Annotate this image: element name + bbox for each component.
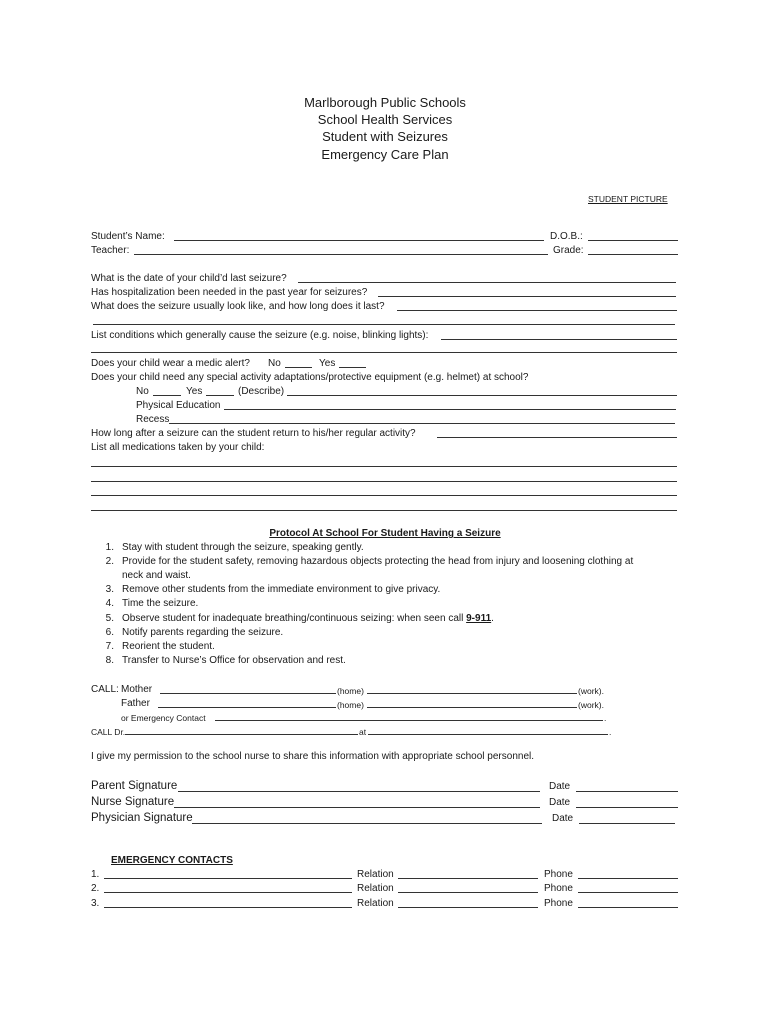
teacher-label: Teacher:: [91, 245, 130, 256]
mother-work-field[interactable]: [367, 693, 577, 694]
look-like-question: What does the seizure usually look like, and how long does it last?: [91, 301, 385, 312]
contact-2-relation-label: Relation: [357, 883, 394, 894]
protocol-step-continued: [92, 569, 191, 583]
protocol-step: [92, 626, 283, 640]
look-like-field-2[interactable]: [93, 324, 675, 325]
contact-2-relation-field[interactable]: [398, 892, 538, 893]
look-like-field[interactable]: [397, 310, 677, 311]
mother-home-field[interactable]: [160, 693, 336, 694]
conditions-field-2[interactable]: [91, 352, 677, 353]
describe-label: (Describe): [238, 386, 285, 397]
adaptations-no-label: No: [136, 386, 149, 397]
step-text: neck and waist.: [122, 570, 191, 581]
physician-signature-label: Physician Signature: [91, 812, 193, 824]
protocol-title: Protocol At School For Student Having a Seizure: [269, 528, 501, 539]
step-number: 7.: [105, 641, 114, 652]
doctor-name-field[interactable]: [125, 734, 358, 735]
protocol-step: [92, 541, 364, 555]
nurse-signature-field[interactable]: [174, 807, 540, 808]
contact-1-relation-field[interactable]: [398, 878, 538, 879]
physical-education-field[interactable]: [224, 409, 676, 410]
father-work-field[interactable]: [367, 707, 577, 708]
step-number: 4.: [105, 598, 114, 609]
father-work-label: (work).: [578, 700, 604, 710]
medic-alert-yes-label: Yes: [319, 358, 336, 369]
contact-2-phone-label: Phone: [544, 883, 573, 894]
parent-date-field[interactable]: [576, 791, 678, 792]
return-activity-question: How long after a seizure can the student return to his/her regular activity?: [91, 428, 416, 439]
describe-field[interactable]: [287, 395, 677, 396]
hospitalization-question: Has hospitalization been needed in the past year for seizures?: [91, 287, 368, 298]
protocol-step: [92, 640, 215, 654]
step-number: 5.: [105, 613, 114, 624]
school-name: Marlborough Public Schools: [304, 95, 466, 110]
contact-row-number: 1.: [91, 869, 100, 880]
doctor-at-label: at: [359, 727, 367, 737]
step-text: Remove other students from the immediate environment to give privacy.: [122, 584, 441, 595]
physician-date-field[interactable]: [579, 823, 675, 824]
adaptations-no-field[interactable]: [153, 395, 181, 396]
last-seizure-field[interactable]: [298, 282, 676, 283]
step-number: 3.: [105, 584, 114, 595]
contact-3-phone-field[interactable]: [578, 907, 678, 908]
step-number: 8.: [105, 655, 114, 666]
department-name: School Health Services: [317, 112, 453, 127]
medic-alert-question: Does your child wear a medic alert?: [91, 358, 250, 369]
teacher-field[interactable]: [134, 254, 548, 255]
emergency-number: 9-911: [466, 613, 492, 624]
physician-signature-field[interactable]: [192, 823, 542, 824]
step-text: Notify parents regarding the seizure.: [122, 627, 284, 638]
contact-3-phone-label: Phone: [544, 898, 573, 909]
adaptations-yes-label: Yes: [186, 386, 203, 397]
step-text: Stay with student through the seizure, speaking gently.: [122, 542, 364, 553]
mother-home-label: (home): [337, 686, 364, 696]
medications-field-4[interactable]: [91, 510, 677, 511]
nurse-date-label: Date: [549, 797, 571, 808]
contact-3-relation-field[interactable]: [398, 907, 538, 908]
medic-alert-no-field[interactable]: [285, 367, 312, 368]
protocol-step: 5. Observe student for inadequate breathing/continuous seizing: when seen call 9-911.: [92, 612, 494, 626]
dob-label: D.O.B.:: [550, 231, 583, 242]
protocol-step: [92, 555, 633, 569]
recess-label: Recess: [136, 414, 170, 425]
protocol-step: [92, 583, 440, 597]
medic-alert-no-label: No: [268, 358, 281, 369]
return-activity-field[interactable]: [437, 437, 677, 438]
contact-2-phone-field[interactable]: [578, 892, 678, 893]
grade-label: Grade:: [553, 245, 584, 256]
dob-field[interactable]: [588, 240, 678, 241]
contact-1-name-field[interactable]: [104, 878, 352, 879]
step-text: Observe student for inadequate breathing/continuous seizing: when seen call: [122, 613, 467, 624]
call-label: CALL:: [91, 684, 119, 695]
protocol-step: [92, 654, 346, 668]
student-picture-label: STUDENT PICTURE: [588, 194, 668, 204]
contact-1-phone-field[interactable]: [578, 878, 678, 879]
adaptations-yes-field[interactable]: [206, 395, 234, 396]
protocol-step: [92, 597, 198, 611]
step-text: Reorient the student.: [122, 641, 215, 652]
step-text: Time the seizure.: [122, 598, 199, 609]
last-seizure-question: What is the date of your child’d last seizure?: [91, 273, 287, 284]
step-text: Provide for the student safety, removing hazardous objects protecting the head from injury and loosening clothing at: [122, 556, 634, 567]
father-home-label: (home): [337, 700, 364, 710]
mother-work-label: (work).: [578, 686, 604, 696]
contact-row-number: 2.: [91, 883, 100, 894]
hospitalization-field[interactable]: [378, 296, 676, 297]
form-title: Student with Seizures: [322, 129, 448, 144]
nurse-signature-label: Nurse Signature: [91, 796, 175, 808]
medications-question: List all medications taken by your child:: [91, 442, 265, 453]
form-subtitle: Emergency Care Plan: [321, 147, 449, 162]
step-number: 2.: [105, 556, 114, 567]
period-mark: .: [604, 713, 607, 723]
parent-signature-label: Parent Signature: [91, 780, 178, 792]
contact-3-relation-label: Relation: [357, 898, 394, 909]
contact-3-name-field[interactable]: [104, 907, 352, 908]
medications-field-3[interactable]: [91, 495, 677, 496]
medications-field-2[interactable]: [91, 481, 677, 482]
medications-field-1[interactable]: [91, 466, 677, 467]
grade-field[interactable]: [588, 254, 678, 255]
conditions-field[interactable]: [441, 339, 677, 340]
student-name-label: Student’s Name:: [91, 231, 165, 242]
call-dr-label: CALL Dr.: [91, 727, 126, 737]
emergency-contact-field[interactable]: [215, 720, 603, 721]
contact-1-phone-label: Phone: [544, 869, 573, 880]
emergency-contacts-title: EMERGENCY CONTACTS: [111, 855, 233, 866]
father-label: Father: [121, 698, 150, 709]
step-number: 1.: [105, 542, 114, 553]
mother-label: Mother: [121, 684, 153, 695]
parent-signature-field[interactable]: [178, 791, 540, 792]
physical-education-label: Physical Education: [136, 400, 221, 411]
father-home-field[interactable]: [158, 707, 336, 708]
emergency-contact-label: or Emergency Contact: [121, 713, 206, 723]
step-number: 6.: [105, 627, 114, 638]
permission-statement: I give my permission to the school nurse to share this information with appropriate school personnel.: [91, 751, 535, 762]
adaptations-question: Does your child need any special activity adaptations/protective equipment (e.g. helmet) at school?: [91, 372, 529, 383]
recess-field[interactable]: [169, 423, 675, 424]
step-text: Transfer to Nurse’s Office for observation and rest.: [122, 655, 346, 666]
contact-1-relation-label: Relation: [357, 869, 394, 880]
doctor-phone-field[interactable]: [368, 734, 608, 735]
contact-row-number: 3.: [91, 898, 100, 909]
medic-alert-yes-field[interactable]: [339, 367, 366, 368]
physician-date-label: Date: [552, 813, 574, 824]
conditions-question: List conditions which generally cause the seizure (e.g. noise, blinking lights):: [91, 330, 429, 341]
student-name-field[interactable]: [174, 240, 544, 241]
period-mark: .: [609, 727, 612, 737]
nurse-date-field[interactable]: [576, 807, 678, 808]
parent-date-label: Date: [549, 781, 571, 792]
contact-2-name-field[interactable]: [104, 892, 352, 893]
